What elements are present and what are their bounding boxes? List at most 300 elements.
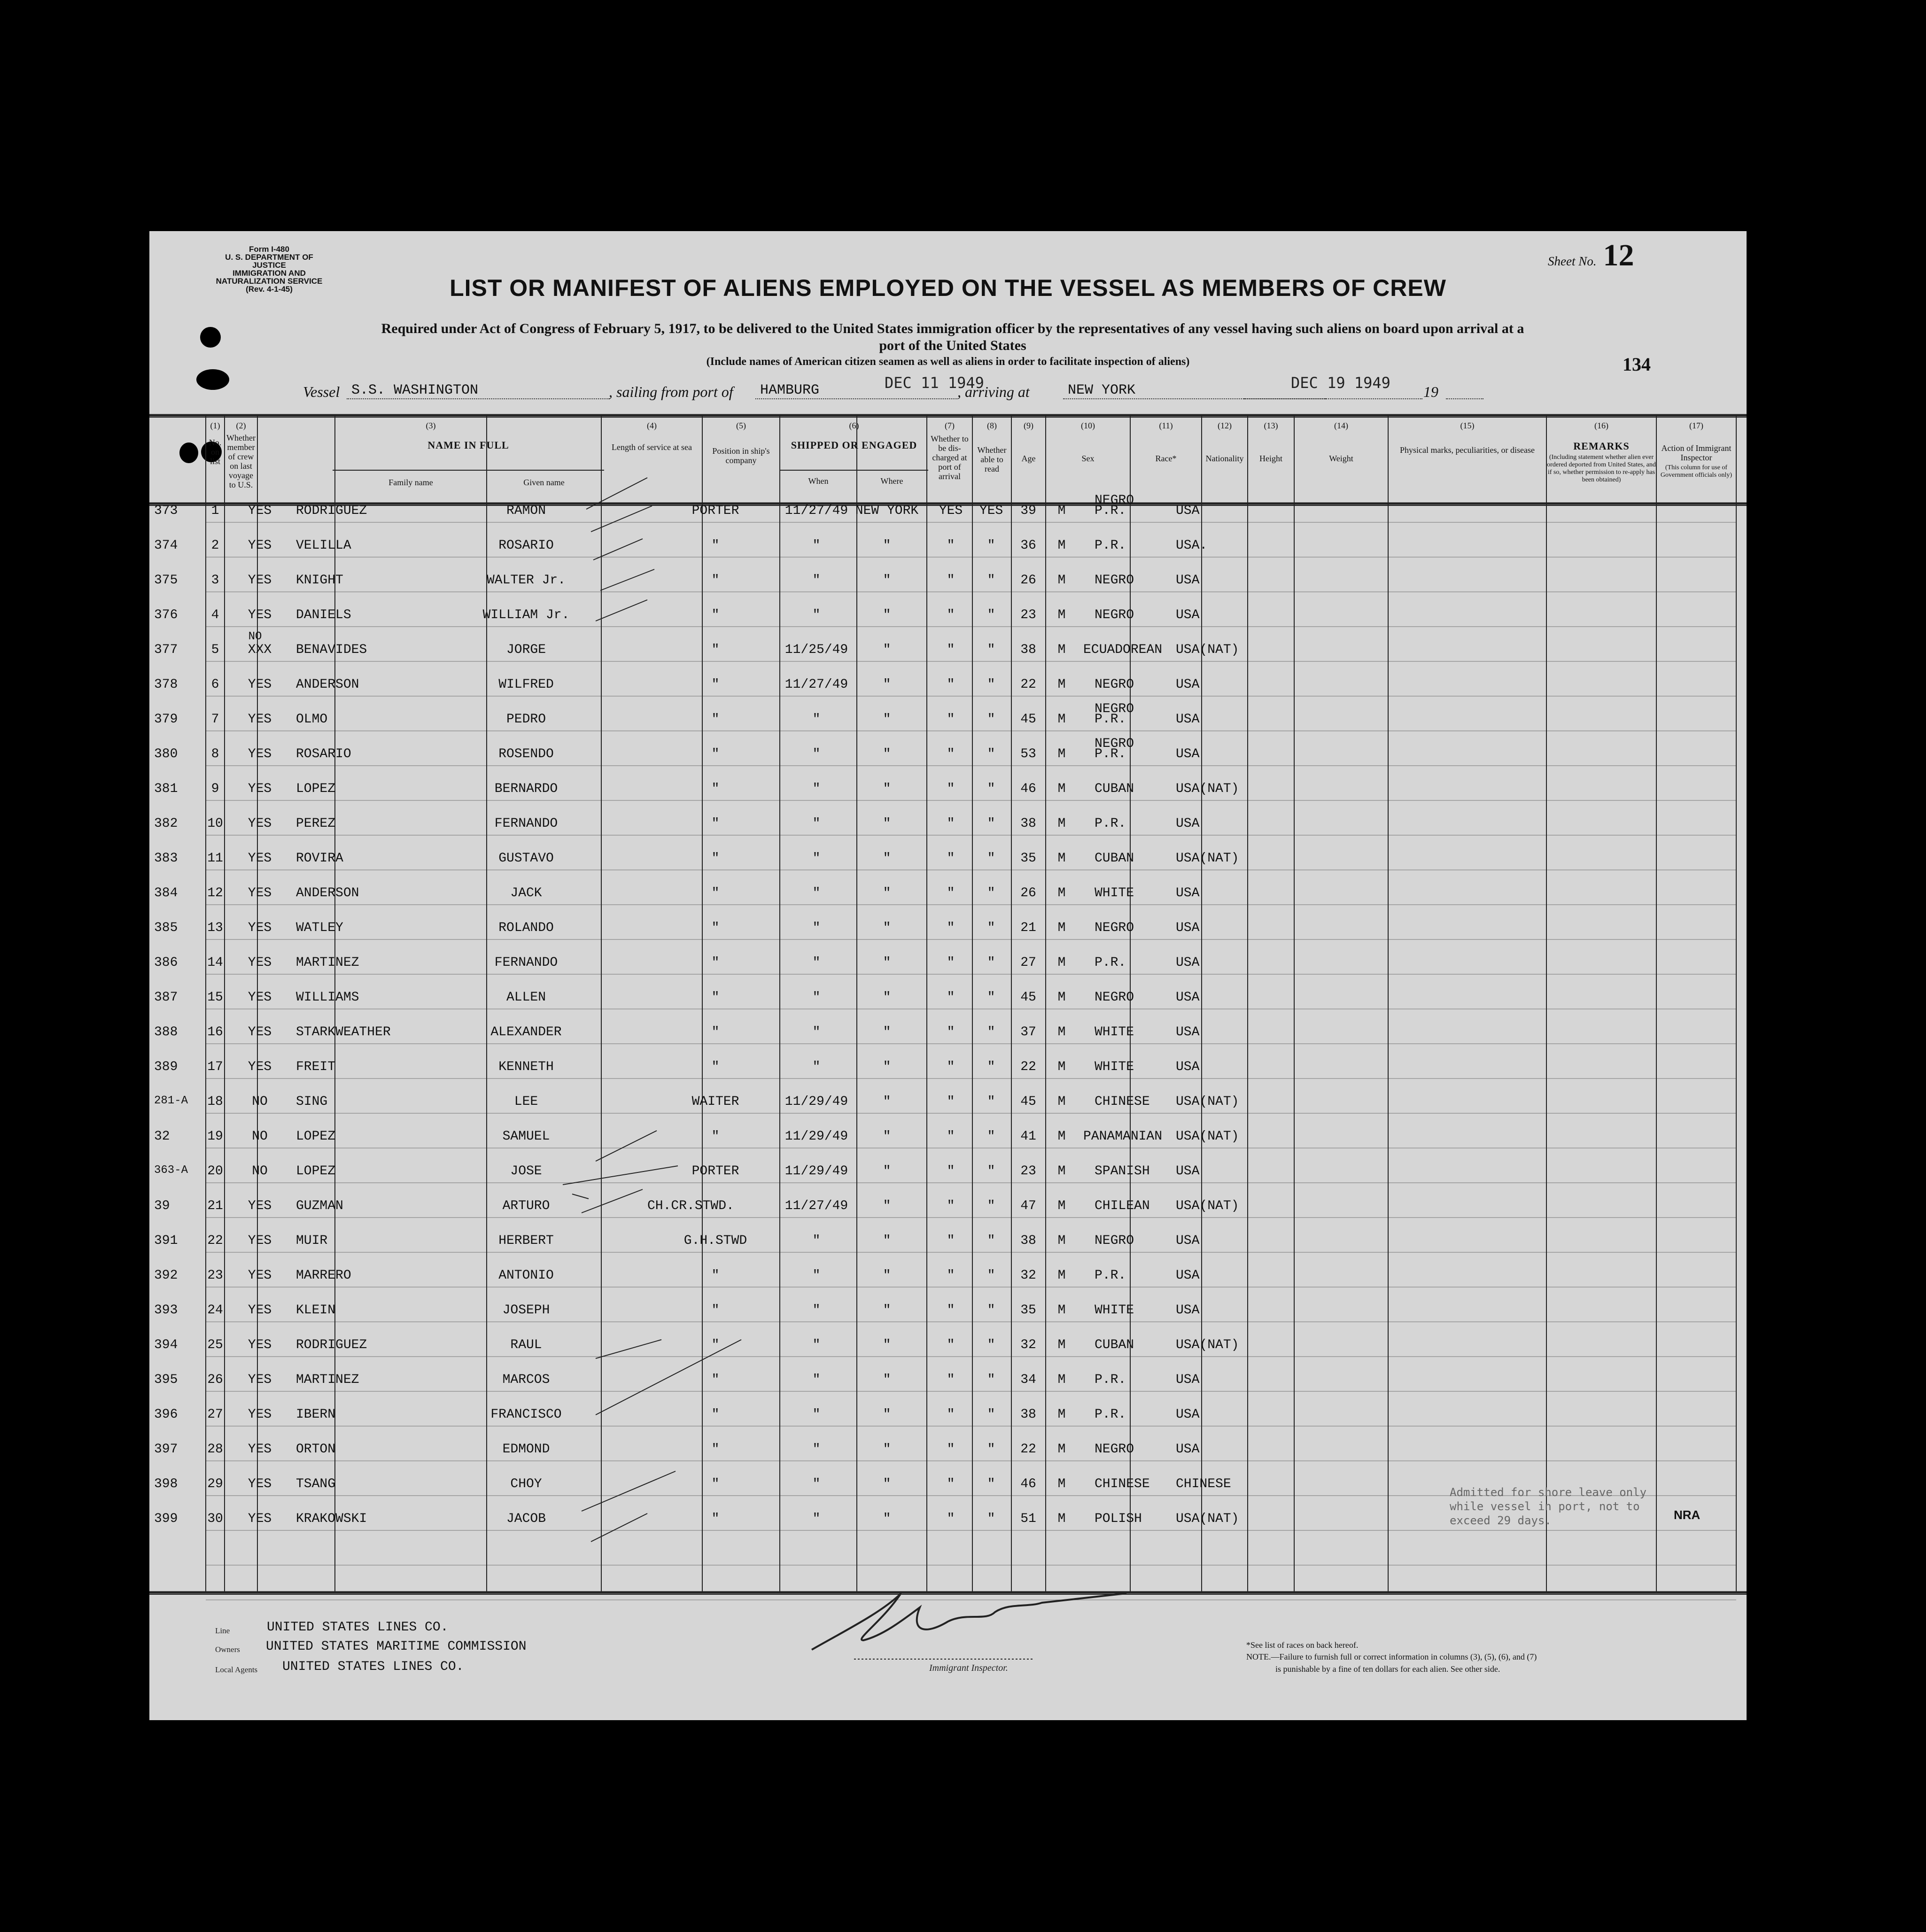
age: 38 — [1020, 1407, 1036, 1422]
column-header: Given name — [523, 478, 565, 487]
line-number: 377 — [154, 643, 178, 657]
discharged: " — [947, 747, 955, 761]
port-to: NEW YORK — [1068, 382, 1136, 398]
row-rules — [206, 522, 1736, 1600]
shipped-where: " — [883, 1164, 891, 1179]
able-to-read: " — [987, 1025, 995, 1040]
discharged: " — [947, 1129, 955, 1144]
previous-voyage: YES — [248, 677, 272, 692]
given-name: JOSEPH — [502, 1303, 550, 1318]
family-name: MARTINEZ — [296, 1373, 359, 1387]
race: P.R. — [1095, 712, 1126, 727]
crew-number: 6 — [211, 677, 219, 692]
inspector-label: Immigrant Inspector. — [929, 1663, 1008, 1673]
race: WHITE — [1095, 1303, 1134, 1318]
discharged: " — [947, 1060, 955, 1074]
given-name: WILLIAM Jr. — [482, 608, 570, 622]
race: NEGRO — [1095, 921, 1134, 935]
line-number: 387 — [154, 990, 178, 1005]
shipped-when: " — [812, 1303, 821, 1318]
line-number: 394 — [154, 1338, 178, 1352]
line-number: 363-A — [154, 1164, 188, 1177]
sex: M — [1057, 712, 1066, 727]
shipped-where: " — [883, 1234, 891, 1248]
discharged: " — [947, 990, 955, 1005]
sex: M — [1057, 1199, 1066, 1213]
nationality: USA(NAT) — [1176, 1338, 1239, 1352]
race-secondary: NEGRO — [1095, 702, 1134, 716]
shipped-where: " — [883, 1338, 891, 1352]
given-name: GUSTAVO — [498, 851, 554, 866]
age: 39 — [1020, 504, 1036, 518]
previous-voyage: YES — [248, 1407, 272, 1422]
race: CHINESE — [1095, 1477, 1150, 1491]
age: 27 — [1020, 955, 1036, 970]
given-name: LEE — [514, 1094, 538, 1109]
shipped-when: 11/29/49 — [784, 1164, 848, 1179]
family-name: ROSARIO — [296, 747, 351, 761]
crew-number: 10 — [207, 816, 223, 831]
able-to-read: " — [987, 573, 995, 588]
shipped-when: 11/25/49 — [784, 643, 848, 657]
family-name: BENAVIDES — [296, 643, 367, 657]
given-name: WALTER Jr. — [486, 573, 566, 588]
race: WHITE — [1095, 1025, 1134, 1040]
crew-number: 3 — [211, 573, 219, 588]
discharged: " — [947, 1338, 955, 1352]
shipped-when: " — [812, 955, 821, 970]
shipped-when: " — [812, 851, 821, 866]
family-name: WATLEY — [296, 921, 343, 935]
position: " — [711, 1407, 720, 1422]
previous-voyage: YES — [248, 1025, 272, 1040]
shipped-when: " — [812, 1338, 821, 1352]
column-header: (2) — [236, 421, 246, 430]
sex: M — [1057, 816, 1066, 831]
sheet-value: 12 — [1603, 238, 1634, 272]
shipped-when: " — [812, 573, 821, 588]
age: 23 — [1020, 1164, 1036, 1179]
column-header: (12) — [1218, 421, 1232, 430]
race: CHILEAN — [1095, 1199, 1150, 1213]
position: " — [711, 1512, 720, 1526]
shipped-where: " — [883, 1303, 891, 1318]
given-name: ROSENDO — [498, 747, 554, 761]
race-secondary: NEGRO — [1095, 493, 1134, 508]
fine-note-line: is punishable by a fine of ten dollars for each alien. See other side. — [1275, 1664, 1500, 1674]
column-header: Action of Immigrant Inspector — [1661, 443, 1732, 462]
race: WHITE — [1095, 1060, 1134, 1074]
age: 45 — [1020, 712, 1036, 727]
shipped-where: " — [883, 1407, 891, 1422]
line-number: 39 — [154, 1199, 170, 1213]
arriving-label: , arriving at — [957, 383, 1030, 400]
previous-voyage-correction: NO — [248, 630, 262, 643]
able-to-read: " — [987, 1268, 995, 1283]
line-number: 378 — [154, 677, 178, 692]
age: 22 — [1020, 677, 1036, 692]
shipped-when: " — [812, 816, 821, 831]
able-to-read: " — [987, 1129, 995, 1144]
position: " — [711, 608, 720, 622]
crew-number: 30 — [207, 1512, 223, 1526]
able-to-read: " — [987, 1338, 995, 1352]
sex: M — [1057, 782, 1066, 796]
year-label: 19 — [1423, 383, 1438, 400]
able-to-read: " — [987, 1199, 995, 1213]
position: CH.CR.STWD. — [647, 1199, 734, 1213]
nationality: USA — [1176, 1373, 1200, 1387]
given-name: HERBERT — [498, 1234, 554, 1248]
able-to-read: " — [987, 712, 995, 727]
line-number: 397 — [154, 1442, 178, 1457]
family-name: GUZMAN — [296, 1199, 343, 1213]
able-to-read: " — [987, 677, 995, 692]
able-to-read: " — [987, 782, 995, 796]
nationality: USA(NAT) — [1176, 1129, 1239, 1144]
sex: M — [1057, 1303, 1066, 1318]
requirement-line: port of the United States — [879, 338, 1026, 353]
previous-voyage: YES — [248, 1512, 272, 1526]
nationality: USA. — [1176, 538, 1208, 553]
shipped-where: " — [883, 851, 891, 866]
shipped-where: " — [883, 955, 891, 970]
column-header: (14) — [1334, 421, 1348, 430]
line-number: 281-A — [154, 1094, 188, 1107]
family-name: ORTON — [296, 1442, 336, 1457]
column-header: (1) — [210, 421, 220, 430]
previous-voyage: YES — [248, 851, 272, 866]
remark-stamp — [1450, 1485, 1646, 1528]
discharged: " — [947, 921, 955, 935]
shipped-where: " — [883, 816, 891, 831]
line-number: 386 — [154, 955, 178, 970]
able-to-read: " — [987, 1164, 995, 1179]
sheet-label: Sheet No. — [1548, 254, 1597, 268]
family-name: MUIR — [296, 1234, 328, 1248]
discharged: " — [947, 608, 955, 622]
previous-voyage: YES — [248, 782, 272, 796]
port-from: HAMBURG — [760, 382, 820, 398]
family-name: TSANG — [296, 1477, 336, 1491]
crew-number: 4 — [211, 608, 219, 622]
family-name: FREIT — [296, 1060, 336, 1074]
previous-voyage: YES — [248, 1268, 272, 1283]
shipped-when: " — [812, 921, 821, 935]
race: P.R. — [1095, 538, 1126, 553]
sex: M — [1057, 1094, 1066, 1109]
nationality: USA — [1176, 608, 1200, 622]
arrival-date-stamp: DEC 19 1949 — [1291, 374, 1390, 392]
race: ECUADOREAN — [1083, 643, 1163, 657]
family-name: RODRIGUEZ — [296, 504, 367, 518]
line-number: 398 — [154, 1477, 178, 1491]
family-name: KNIGHT — [296, 573, 343, 588]
previous-voyage: YES — [248, 1373, 272, 1387]
nationality: USA — [1176, 1268, 1200, 1283]
family-name: RODRIGUEZ — [296, 1338, 367, 1352]
previous-voyage: YES — [248, 573, 272, 588]
requirement-line: Required under Act of Congress of February 5, 1917, to be delivered to the United States immigration officer by the representatives of any vessel having such aliens on board upon arrival at a — [381, 321, 1524, 336]
line-number: 374 — [154, 538, 178, 553]
nationality: USA — [1176, 886, 1200, 900]
column-header: Where — [880, 476, 903, 486]
race: CHINESE — [1095, 1094, 1150, 1109]
include-note: (Include names of American citizen seamen as well as aliens in order to facilitate inspection of aliens) — [706, 356, 1190, 368]
line-number: 383 — [154, 851, 178, 866]
sex: M — [1057, 851, 1066, 866]
form-number-line: (Rev. 4-1-45) — [246, 285, 293, 294]
nationality: USA — [1176, 1407, 1200, 1422]
sex: M — [1057, 1129, 1066, 1144]
crew-number: 27 — [207, 1407, 223, 1422]
family-name: PEREZ — [296, 816, 336, 831]
line-number: 382 — [154, 816, 178, 831]
shipped-when: " — [812, 1477, 821, 1491]
shipped-when: " — [812, 1407, 821, 1422]
line-number: 399 — [154, 1512, 178, 1526]
crew-number: 28 — [207, 1442, 223, 1457]
shipped-where: " — [883, 1373, 891, 1387]
age: 35 — [1020, 1303, 1036, 1318]
column-header: (11) — [1159, 421, 1173, 430]
age: 26 — [1020, 886, 1036, 900]
sex: M — [1057, 608, 1066, 622]
previous-voyage: YES — [248, 1442, 272, 1457]
previous-voyage: YES — [248, 1199, 272, 1213]
sex: M — [1057, 1477, 1066, 1491]
shipped-where: " — [883, 1268, 891, 1283]
line-number: 381 — [154, 782, 178, 796]
shipped-where: " — [883, 712, 891, 727]
column-header: (5) — [736, 421, 746, 430]
crew-number: 26 — [207, 1373, 223, 1387]
position: G.H.STWD — [683, 1234, 747, 1248]
line-number: 385 — [154, 921, 178, 935]
line-number: 384 — [154, 886, 178, 900]
crew-number: 11 — [207, 851, 223, 866]
nationality: USA(NAT) — [1176, 1512, 1239, 1526]
discharged: " — [947, 1234, 955, 1248]
discharged: " — [947, 538, 955, 553]
position: " — [711, 712, 720, 727]
nationality: USA — [1176, 712, 1200, 727]
race: NEGRO — [1095, 573, 1134, 588]
shipped-when: " — [812, 990, 821, 1005]
sex: M — [1057, 886, 1066, 900]
able-to-read: " — [987, 1303, 995, 1318]
column-header: (15) — [1460, 421, 1475, 430]
column-header: Race* — [1155, 454, 1177, 463]
race-secondary: NEGRO — [1095, 737, 1134, 751]
discharged: " — [947, 677, 955, 692]
given-name: ROSARIO — [498, 538, 554, 553]
sex: M — [1057, 747, 1066, 761]
shipped-where: " — [883, 747, 891, 761]
column-header: Whether member of crew on last voyage to U.S. — [226, 433, 256, 489]
position: " — [711, 573, 720, 588]
line-number: 376 — [154, 608, 178, 622]
able-to-read: " — [987, 1373, 995, 1387]
column-header: (3) — [426, 421, 436, 430]
discharged: " — [947, 955, 955, 970]
position: WAITER — [691, 1094, 739, 1109]
column-header: (10) — [1081, 421, 1095, 430]
race: P.R. — [1095, 747, 1126, 761]
line-number: 389 — [154, 1060, 178, 1074]
position: " — [711, 1373, 720, 1387]
discharged: " — [947, 782, 955, 796]
shipped-when: " — [812, 886, 821, 900]
shipped-when: " — [812, 1060, 821, 1074]
crew-number: 14 — [207, 955, 223, 970]
sex: M — [1057, 1338, 1066, 1352]
shipped-where: " — [883, 886, 891, 900]
remark-line: Admitted for shore leave only — [1450, 1486, 1647, 1499]
crew-number: 23 — [207, 1268, 223, 1283]
able-to-read: " — [987, 1442, 995, 1457]
sex: M — [1057, 921, 1066, 935]
crew-number: 19 — [207, 1129, 223, 1144]
sex: M — [1057, 1442, 1066, 1457]
shipped-where: " — [883, 573, 891, 588]
crew-number: 13 — [207, 921, 223, 935]
discharged: " — [947, 1164, 955, 1179]
race: CUBAN — [1095, 851, 1134, 866]
crew-number: 29 — [207, 1477, 223, 1491]
able-to-read: " — [987, 1477, 995, 1491]
discharged: " — [947, 1442, 955, 1457]
column-header: Physical marks, peculiarities, or disease — [1400, 445, 1535, 455]
previous-voyage: YES — [248, 1338, 272, 1352]
line-number: 379 — [154, 712, 178, 727]
able-to-read: " — [987, 1407, 995, 1422]
previous-voyage: YES — [248, 921, 272, 935]
owners-label: Owners — [215, 1645, 240, 1654]
shipped-when: " — [812, 608, 821, 622]
column-header: REMARKS — [1573, 440, 1630, 452]
sailing-label: , sailing from port of — [609, 383, 733, 400]
previous-voyage: YES — [248, 504, 272, 518]
column-header: SHIPPED OR ENGAGED — [791, 439, 917, 451]
shipped-when: " — [812, 1234, 821, 1248]
family-name: WILLIAMS — [296, 990, 359, 1005]
column-header: When — [808, 476, 829, 486]
discharged: " — [947, 1373, 955, 1387]
shipped-when: 11/29/49 — [784, 1129, 848, 1144]
column-header: (6) — [849, 421, 859, 430]
position: " — [711, 677, 720, 692]
shipped-where: " — [883, 643, 891, 657]
race: CUBAN — [1095, 1338, 1134, 1352]
able-to-read: " — [987, 1094, 995, 1109]
position: " — [711, 643, 720, 657]
given-name: ANTONIO — [498, 1268, 554, 1283]
line-number: 375 — [154, 573, 178, 588]
given-name: RAUL — [510, 1338, 542, 1352]
previous-voyage: NO — [252, 1094, 268, 1109]
age: 22 — [1020, 1442, 1036, 1457]
crew-number: 24 — [207, 1303, 223, 1318]
signature — [812, 1593, 1126, 1650]
column-header: Whether able to read — [977, 445, 1007, 473]
discharged: " — [947, 816, 955, 831]
able-to-read: " — [987, 1512, 995, 1526]
crew-number: 5 — [211, 643, 219, 657]
sex: M — [1057, 1512, 1066, 1526]
previous-voyage: YES — [248, 747, 272, 761]
nationality: USA — [1176, 1234, 1200, 1248]
column-header: (7) — [945, 421, 955, 430]
shipped-when: " — [812, 747, 821, 761]
shipped-where: " — [883, 1129, 891, 1144]
discharged: " — [947, 573, 955, 588]
given-name: JOSE — [510, 1164, 542, 1179]
remark-line: while vessel in port, not to — [1450, 1500, 1640, 1513]
shipped-when: " — [812, 1025, 821, 1040]
age: 41 — [1020, 1129, 1036, 1144]
shipped-where: " — [883, 1094, 891, 1109]
discharged: YES — [939, 504, 963, 518]
shipped-when: " — [812, 538, 821, 553]
line-number: 396 — [154, 1407, 178, 1422]
sex: M — [1057, 643, 1066, 657]
agents-value: UNITED STATES LINES CO. — [282, 1660, 464, 1674]
given-name: FERNANDO — [494, 955, 558, 970]
given-name: MARCOS — [502, 1373, 550, 1387]
shipped-where: " — [883, 677, 891, 692]
line-number: 391 — [154, 1234, 178, 1248]
crew-number: 9 — [211, 782, 219, 796]
sex: M — [1057, 1025, 1066, 1040]
crew-number: 18 — [207, 1094, 223, 1109]
race: CUBAN — [1095, 782, 1134, 796]
discharged: " — [947, 886, 955, 900]
line-number: 32 — [154, 1129, 170, 1144]
position: " — [711, 747, 720, 761]
given-name: ALLEN — [506, 990, 546, 1005]
given-name: CHOY — [510, 1477, 542, 1491]
column-header: (8) — [987, 421, 997, 430]
age: 34 — [1020, 1373, 1036, 1387]
nationality: USA(NAT) — [1176, 1094, 1239, 1109]
position: " — [711, 886, 720, 900]
family-name: ANDERSON — [296, 677, 359, 692]
position: " — [711, 990, 720, 1005]
position: " — [711, 816, 720, 831]
shipped-where: " — [883, 1442, 891, 1457]
discharged: " — [947, 851, 955, 866]
sex: M — [1057, 1234, 1066, 1248]
position: PORTER — [691, 1164, 739, 1179]
form-number-line: Form I-480 — [249, 245, 289, 254]
column-header: Height — [1259, 454, 1282, 463]
given-name: FRANCISCO — [490, 1407, 562, 1422]
discharged: " — [947, 643, 955, 657]
able-to-read: " — [987, 747, 995, 761]
sex: M — [1057, 538, 1066, 553]
given-name: EDMOND — [502, 1442, 550, 1457]
race: NEGRO — [1095, 1234, 1134, 1248]
age: 35 — [1020, 851, 1036, 866]
nationality: USA — [1176, 921, 1200, 935]
crew-number: 15 — [207, 990, 223, 1005]
races-note: *See list of races on back hereof. — [1246, 1640, 1359, 1650]
position: " — [711, 538, 720, 553]
family-name: VELILLA — [296, 538, 351, 553]
age: 46 — [1020, 1477, 1036, 1491]
nationality: USA — [1176, 573, 1200, 588]
